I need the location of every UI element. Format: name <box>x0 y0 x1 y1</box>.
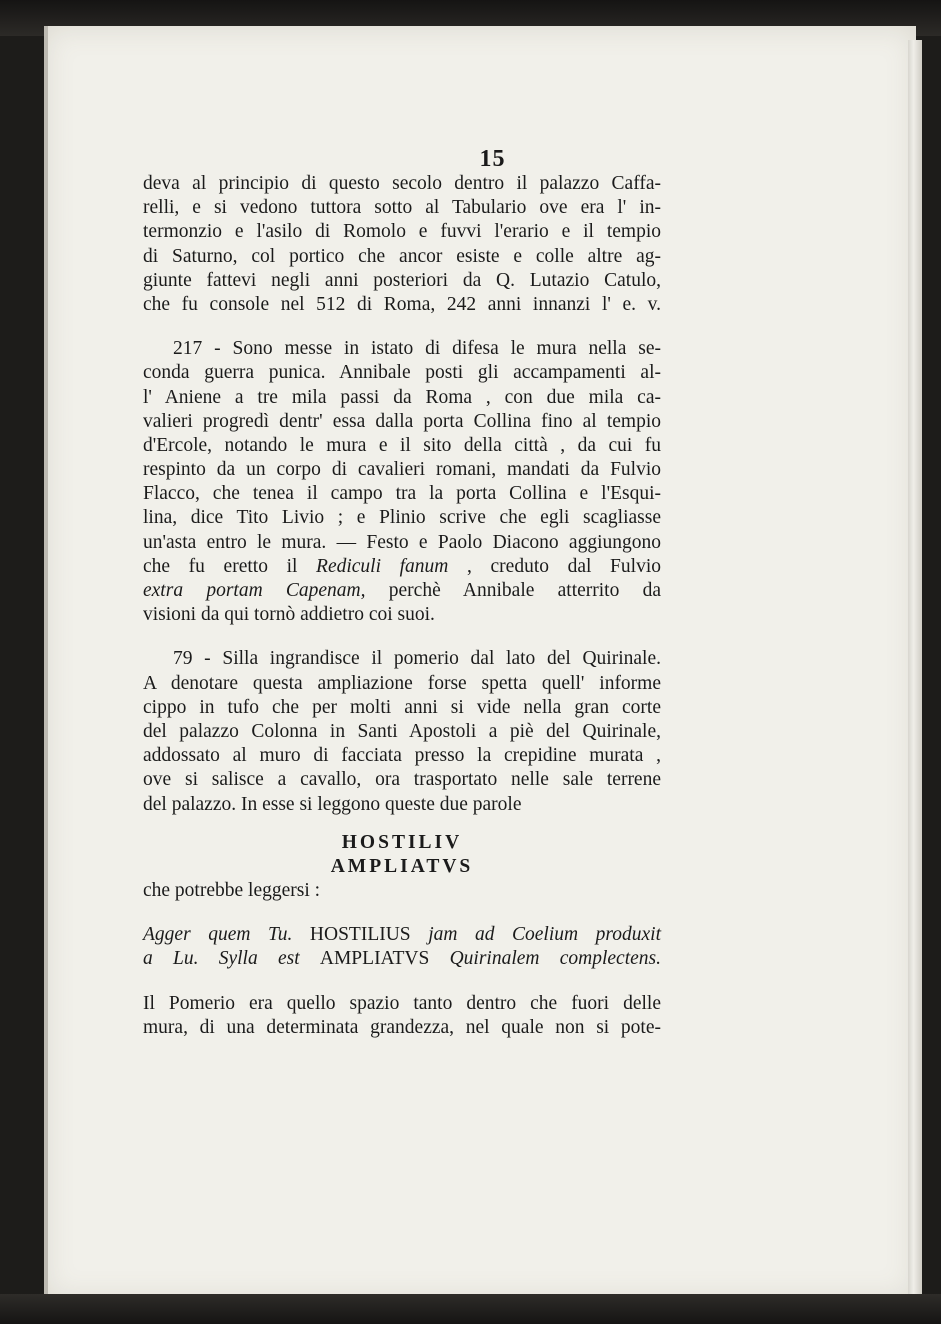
reading-line <box>143 947 661 971</box>
paragraph-gap <box>143 627 661 647</box>
page-gutter-edge <box>44 26 48 1300</box>
text-line: d'Ercole, notando le mura e il sito della città , da cui fu <box>143 434 661 456</box>
paragraph-gap <box>143 903 661 923</box>
text-line: conda guerra punica. Annibale posti gli accampamenti al- <box>143 362 661 384</box>
italic-phrase: Quirinalem complectens. <box>429 948 661 970</box>
paragraph-gap <box>143 817 661 831</box>
proposed-reading <box>143 923 661 971</box>
text-line-italic-b <box>143 579 661 603</box>
caps-word: HOSTILIUS <box>309 924 411 946</box>
text-run: perchè Annibale atterrito da <box>365 580 662 601</box>
inscription-line: HOSTILIV <box>341 831 463 853</box>
italic-phrase: jam ad Coelium produxit <box>410 924 661 946</box>
paragraph-4 <box>143 992 661 1040</box>
paragraph-3 <box>143 647 661 816</box>
text-line: di Saturno, col portico che ancor esiste e colle altre ag- <box>143 245 661 267</box>
paragraph-2 <box>143 337 661 627</box>
text-line: mura, di una determinata grandezza, nel quale non si pote- <box>143 1016 661 1038</box>
italic-phrase: a Lu. Sylla est <box>143 948 320 970</box>
text-line: respinto da un corpo di cavalieri romani, mandati da Fulvio <box>143 459 661 481</box>
text-line: Il Pomerio era quello spazio tanto dentro che fuori delle <box>143 992 661 1014</box>
text-line: termonzio e l'asilo di Romolo e fuvvi l'erario e il tempio <box>143 221 661 243</box>
italic-phrase: extra portam Capenam, <box>143 580 366 601</box>
text-line: cippo in tufo che per molti anni si vide nella gran corte <box>143 696 661 718</box>
text-line: deva al principio di questo secolo dentro il palazzo Caffa- <box>143 173 661 194</box>
text-run: che fu eretto il <box>143 555 317 577</box>
inscription <box>143 831 661 879</box>
text-line: valieri progredì dentr' essa dalla porta Collina fino al tempio <box>143 410 661 432</box>
text-line: giunte fattevi negli anni posteriori da Q. Lutazio Catulo, <box>143 269 661 291</box>
text-line: Flacco, che tenea il campo tra la porta Collina e l'Esqui- <box>143 483 661 505</box>
text-line: che potrebbe leggersi : <box>143 880 321 902</box>
text-run: , creduto dal Fulvio <box>448 555 661 577</box>
inscription-line: AMPLIATVS <box>330 855 474 877</box>
page-body <box>143 172 661 1040</box>
italic-phrase: Agger quem Tu. <box>143 924 310 946</box>
text-line: l' Aniene a tre mila passi da Roma , con due mila ca- <box>143 386 661 408</box>
italic-phrase: Rediculi fanum <box>316 555 449 577</box>
caps-word: AMPLIATVS <box>319 948 430 970</box>
paragraph-1 <box>143 172 661 317</box>
text-line: ove si salisce a cavallo, ora trasportato nelle sale terrene <box>143 769 661 791</box>
page-number: 15 <box>479 146 506 172</box>
text-line: che fu console nel 512 di Roma, 242 anni innanzi l' e. v. <box>143 293 661 315</box>
text-line: addossato al muro di facciata presso la crepidine murata , <box>143 745 661 767</box>
paragraph-gap <box>143 972 661 992</box>
paragraph-gap <box>143 317 661 337</box>
reading-line <box>143 923 661 947</box>
text-line: 79 - Silla ingrandisce il pomerio dal lato del Quirinale. <box>173 648 661 670</box>
text-line: lina, dice Tito Livio ; e Plinio scrive che egli scagliasse <box>143 507 661 529</box>
text-line-italic-a <box>143 555 661 579</box>
text-line: visioni da qui tornò addietro coi suoi. <box>143 604 435 626</box>
text-line: del palazzo. In esse si leggono queste due parole <box>143 793 522 815</box>
text-line: relli, e si vedono tuttora sotto al Tabulario ove era l' in- <box>143 197 661 219</box>
text-line: 217 - Sono messe in istato di difesa le mura nella se- <box>173 338 661 360</box>
page-fore-edge <box>908 40 922 1302</box>
text-line: A denotare questa ampliazione forse spetta quell' informe <box>143 672 661 694</box>
text-line: un'asta entro le mura. — Festo e Paolo Diacono aggiungono <box>143 531 661 553</box>
scan-bottom-border <box>0 1294 941 1324</box>
text-line: del palazzo Colonna in Santi Apostoli a piè del Quirinale, <box>143 720 661 742</box>
